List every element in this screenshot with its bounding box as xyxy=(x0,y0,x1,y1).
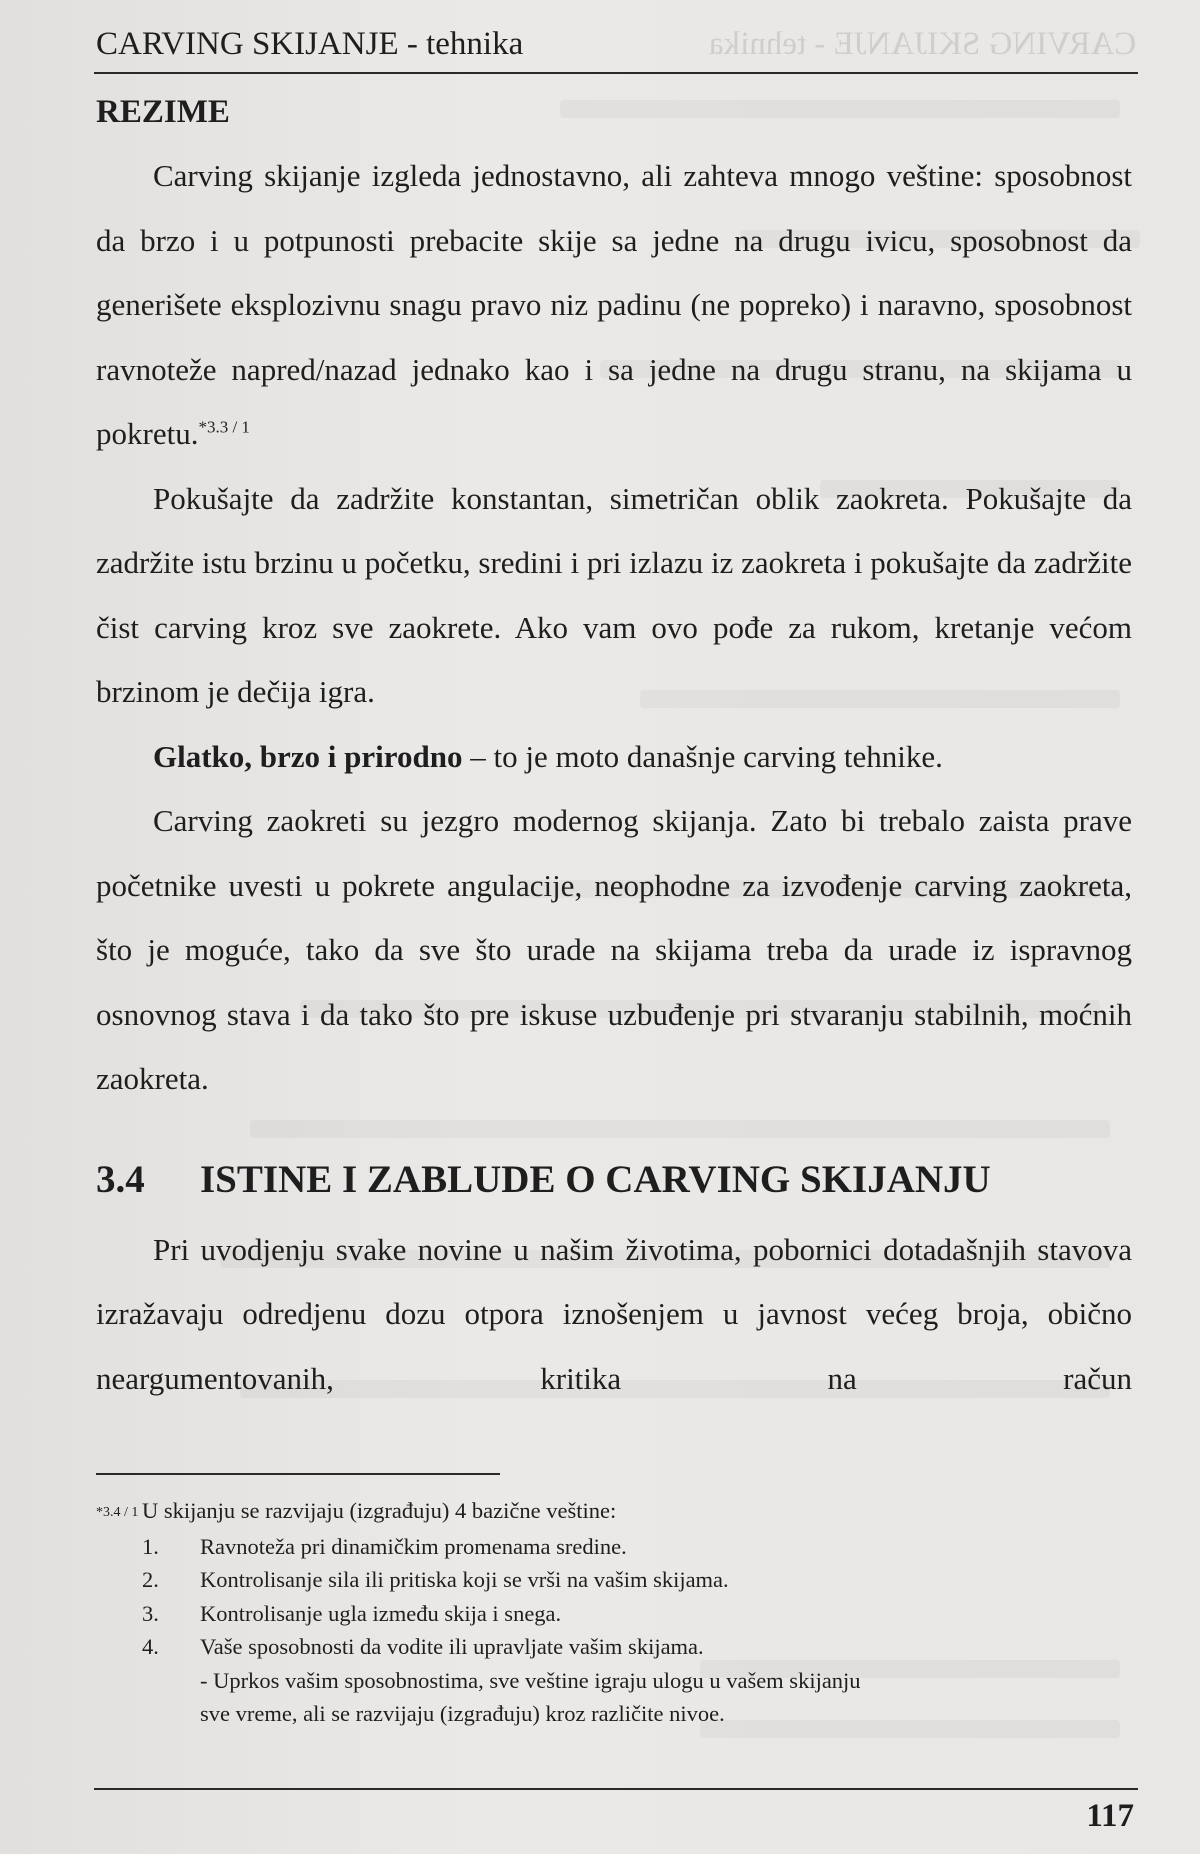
list-item-number: 3. xyxy=(142,1600,159,1626)
section-heading xyxy=(96,1150,1132,1210)
list-item xyxy=(96,1630,996,1664)
header-title: CARVING SKIJANJE - tehnika xyxy=(96,26,524,62)
footnote-rule xyxy=(96,1473,500,1475)
section-title: ISTINE I ZABLUDE O CARVING SKIJANJU xyxy=(200,1157,991,1201)
section-number: 3.4 xyxy=(96,1157,145,1201)
list-item xyxy=(96,1563,996,1597)
footnote-note-line-2: sve vreme, ali se razvijaju (izgrađuju) kroz različite nivoe. xyxy=(200,1701,725,1726)
summary-paragraph-2: Pokušajte da zadržite konstantan, simetričan oblik zaokreta. Pokušajte da zadržite istu brzinu u početku, sredini i pri izlazu iz zaokreta i pokušajte da zadržite čist carving kroz sve zaokrete. Ako vam ovo pođe za rukom, kretanje većom brzinom je dečija igra. xyxy=(96,480,1132,709)
section-paragraph-1: Pri uvodjenju svake novine u našim životima, pobornici dotadašnjih stavova izražavaju odredjenu dozu otpora iznošenjem u javnost većeg broja, obično neargumentovanih, kritika na račun xyxy=(96,1231,1132,1396)
summary-paragraph-1 xyxy=(96,144,1132,467)
list-item-text: Ravnoteža pri dinamičkim promenama sredine. xyxy=(200,1533,627,1559)
list-item-number: 4. xyxy=(142,1634,159,1659)
footer-rule xyxy=(94,1788,1138,1790)
footnote-mark: *3.4 / 1 xyxy=(96,1505,139,1520)
header-bleed-through: CARVING SKIJANJE - tehnika xyxy=(708,26,1136,62)
page-number: 117 xyxy=(1086,1798,1134,1834)
summary-heading: REZIME xyxy=(96,94,230,130)
list-item-text: Vaše sposobnosti da vodite ili upravljate vašim skijama. xyxy=(200,1634,704,1659)
summary-paragraph-4: Carving zaokreti su jezgro modernog skijanja. Zato bi trebalo zaista prave početnike uvesti u pokrete angulacije, neophodne za izvođenje carving zaokreta, što je moguće, tako da sve što urade na skijama treba da urade iz ispravnog osnovnog stava i da tako što pre iskuse uzbuđenje pri stvaranju stabilnih, moćnih zaokreta. xyxy=(96,803,1132,1096)
list-item-number: 2. xyxy=(142,1567,159,1592)
list-item-text: Kontrolisanje ugla između skija i snega. xyxy=(200,1600,562,1626)
summary-paragraph-1-text: Carving skijanje izgleda jednostavno, ali zahteva mnogo veštine: sposobnost da brzo i u potpunosti prebacite skije sa jedne na drugu ivicu, sposobnost da generišete eksplozivnu snagu pravo niz padinu (ne popreko) i naravno, sposobnost ravnoteže napred/nazad jednako kao i sa jedne na drugu stranu, na skijama u pokretu. xyxy=(96,158,1132,451)
list-item xyxy=(96,1597,996,1631)
motto-rest: – to je moto današnje carving tehnike. xyxy=(462,738,943,774)
header-rule xyxy=(94,72,1138,74)
footnote-intro: U skijanju se razvijaju (izgrađuju) 4 bazične veštine: xyxy=(142,1498,617,1523)
summary-paragraph-3 xyxy=(96,725,1132,790)
list-item xyxy=(96,1530,996,1564)
list-item-text: Kontrolisanje sila ili pritiska koji se vrši na vašim skijama. xyxy=(200,1567,729,1592)
footnote-list xyxy=(96,1530,996,1664)
motto-bold: Glatko, brzo i prirodno xyxy=(153,738,463,774)
footnote-head xyxy=(96,1494,996,1530)
summary-paragraph-1-ref: *3.3 / 1 xyxy=(198,417,250,437)
footnote xyxy=(96,1494,996,1731)
list-item-number: 1. xyxy=(142,1533,159,1559)
footnote-note-line-1: - Uprkos vašim sposobnostima, sve veštine igraju ulogu u vašem skijanju xyxy=(200,1667,861,1693)
main-text xyxy=(96,80,1132,1411)
running-header xyxy=(96,22,1136,66)
